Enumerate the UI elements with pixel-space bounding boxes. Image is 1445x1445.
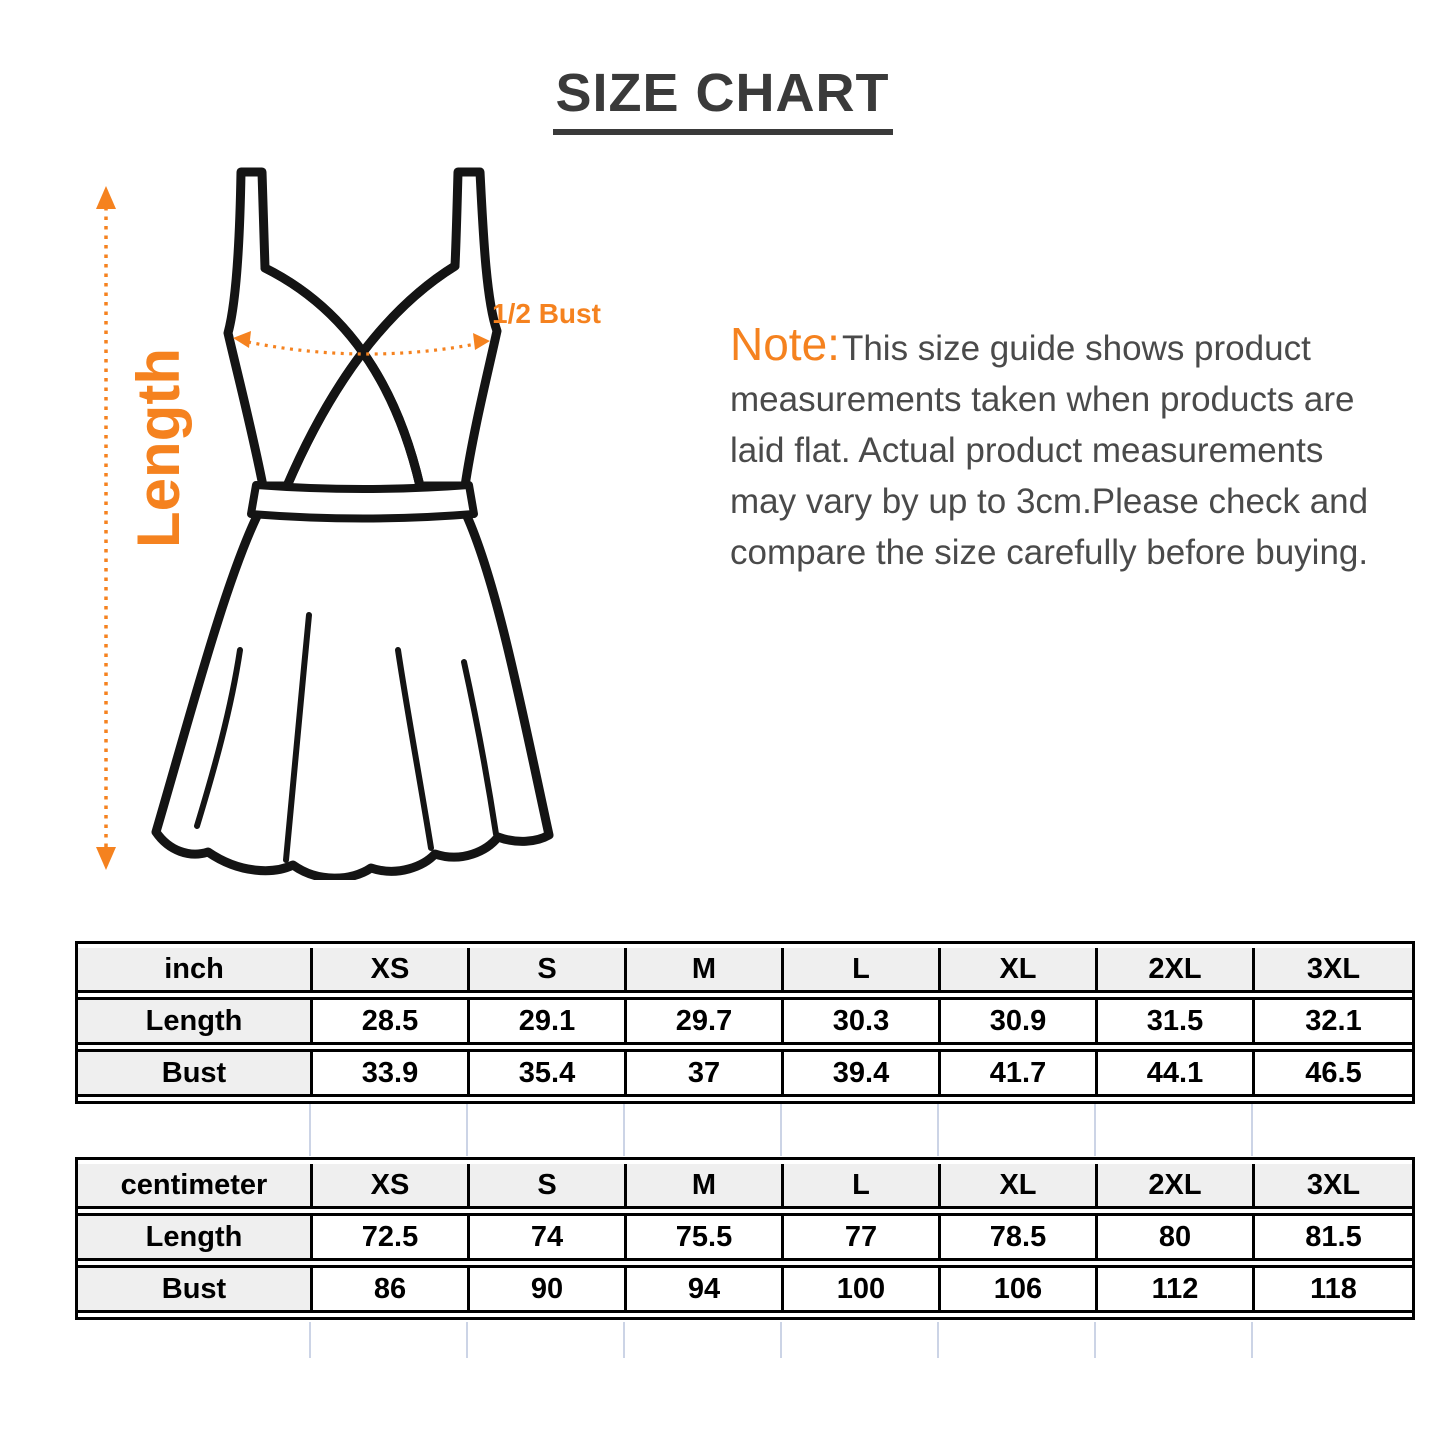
value-cell: 90 <box>470 1265 627 1313</box>
value-cell: 29.7 <box>627 997 784 1045</box>
size-header-cell: 3XL <box>1255 948 1412 993</box>
value-cell: 106 <box>941 1265 1098 1313</box>
unit-cell: centimeter <box>78 1164 313 1209</box>
page-title: SIZE CHART <box>553 66 893 135</box>
note-text: This size guide shows product <box>841 329 1311 368</box>
table-header-row <box>78 1164 1412 1209</box>
value-cell: 44.1 <box>1098 1049 1255 1097</box>
note-line: may vary by up to 3cm.Please check and <box>730 482 1369 521</box>
measure-label-cell: Bust <box>78 1049 313 1097</box>
size-header-cell: L <box>784 1164 941 1209</box>
grid-guide-line <box>937 1322 939 1358</box>
size-header-cell: S <box>470 948 627 993</box>
grid-guide-line <box>466 1322 468 1358</box>
value-cell: 30.9 <box>941 997 1098 1045</box>
grid-guide-line <box>937 1104 939 1156</box>
table-row <box>78 1265 1412 1313</box>
inch-size-table <box>75 941 1415 1104</box>
dress-bodice <box>228 172 497 486</box>
note-line <box>730 319 1368 374</box>
grid-guide-line <box>309 1322 311 1358</box>
value-cell: 31.5 <box>1098 997 1255 1045</box>
note-line: measurements taken when products are <box>730 380 1355 419</box>
size-header-cell: 2XL <box>1098 948 1255 993</box>
size-header-cell: M <box>627 948 784 993</box>
value-cell: 30.3 <box>784 997 941 1045</box>
value-cell: 35.4 <box>470 1049 627 1097</box>
value-cell: 100 <box>784 1265 941 1313</box>
length-arrowhead-top <box>96 186 116 209</box>
table-row <box>78 1213 1412 1261</box>
size-header-cell: XL <box>941 948 1098 993</box>
measure-label-cell: Length <box>78 997 313 1045</box>
cm-size-table <box>75 1157 1415 1320</box>
size-header-cell: 3XL <box>1255 1164 1412 1209</box>
value-cell: 86 <box>313 1265 470 1313</box>
table-header-row <box>78 948 1412 993</box>
note-label: Note: <box>730 318 840 370</box>
value-cell: 28.5 <box>313 997 470 1045</box>
size-header-cell: L <box>784 948 941 993</box>
value-cell: 39.4 <box>784 1049 941 1097</box>
value-cell: 75.5 <box>627 1213 784 1261</box>
grid-guide-line <box>623 1104 625 1156</box>
grid-guide-line <box>1094 1322 1096 1358</box>
grid-guide-line <box>780 1104 782 1156</box>
value-cell: 33.9 <box>313 1049 470 1097</box>
table-row <box>78 997 1412 1045</box>
size-header-cell: XL <box>941 1164 1098 1209</box>
value-cell: 78.5 <box>941 1213 1098 1261</box>
bust-measure-label: 1/2 Bust <box>492 298 601 329</box>
value-cell: 80 <box>1098 1213 1255 1261</box>
unit-cell: inch <box>78 948 313 993</box>
dress-waistband <box>251 485 474 519</box>
grid-guide-line <box>780 1322 782 1358</box>
value-cell: 118 <box>1255 1265 1412 1313</box>
value-cell: 41.7 <box>941 1049 1098 1097</box>
value-cell: 112 <box>1098 1265 1255 1313</box>
size-header-cell: 2XL <box>1098 1164 1255 1209</box>
value-cell: 81.5 <box>1255 1213 1412 1261</box>
note-line: compare the size carefully before buying. <box>730 533 1369 572</box>
size-header-cell: XS <box>313 948 470 993</box>
value-cell: 37 <box>627 1049 784 1097</box>
value-cell: 72.5 <box>313 1213 470 1261</box>
value-cell: 77 <box>784 1213 941 1261</box>
dress-skirt <box>156 514 549 878</box>
grid-guide-line <box>1094 1104 1096 1156</box>
size-header-cell: S <box>470 1164 627 1209</box>
measure-label-cell: Length <box>78 1213 313 1261</box>
length-measure-label: Length <box>125 348 192 548</box>
note-line: laid flat. Actual product measurements <box>730 431 1324 470</box>
grid-guide-line <box>466 1104 468 1156</box>
grid-guide-line <box>623 1322 625 1358</box>
table-row <box>78 1049 1412 1097</box>
size-header-cell: M <box>627 1164 784 1209</box>
grid-guide-line <box>309 1104 311 1156</box>
note-block <box>730 319 1368 578</box>
size-header-cell: XS <box>313 1164 470 1209</box>
value-cell: 32.1 <box>1255 997 1412 1045</box>
value-cell: 74 <box>470 1213 627 1261</box>
value-cell: 94 <box>627 1265 784 1313</box>
length-arrowhead-bottom <box>96 847 116 870</box>
measure-label-cell: Bust <box>78 1265 313 1313</box>
grid-guide-line <box>1251 1322 1253 1358</box>
value-cell: 46.5 <box>1255 1049 1412 1097</box>
value-cell: 29.1 <box>470 997 627 1045</box>
grid-guide-line <box>1251 1104 1253 1156</box>
